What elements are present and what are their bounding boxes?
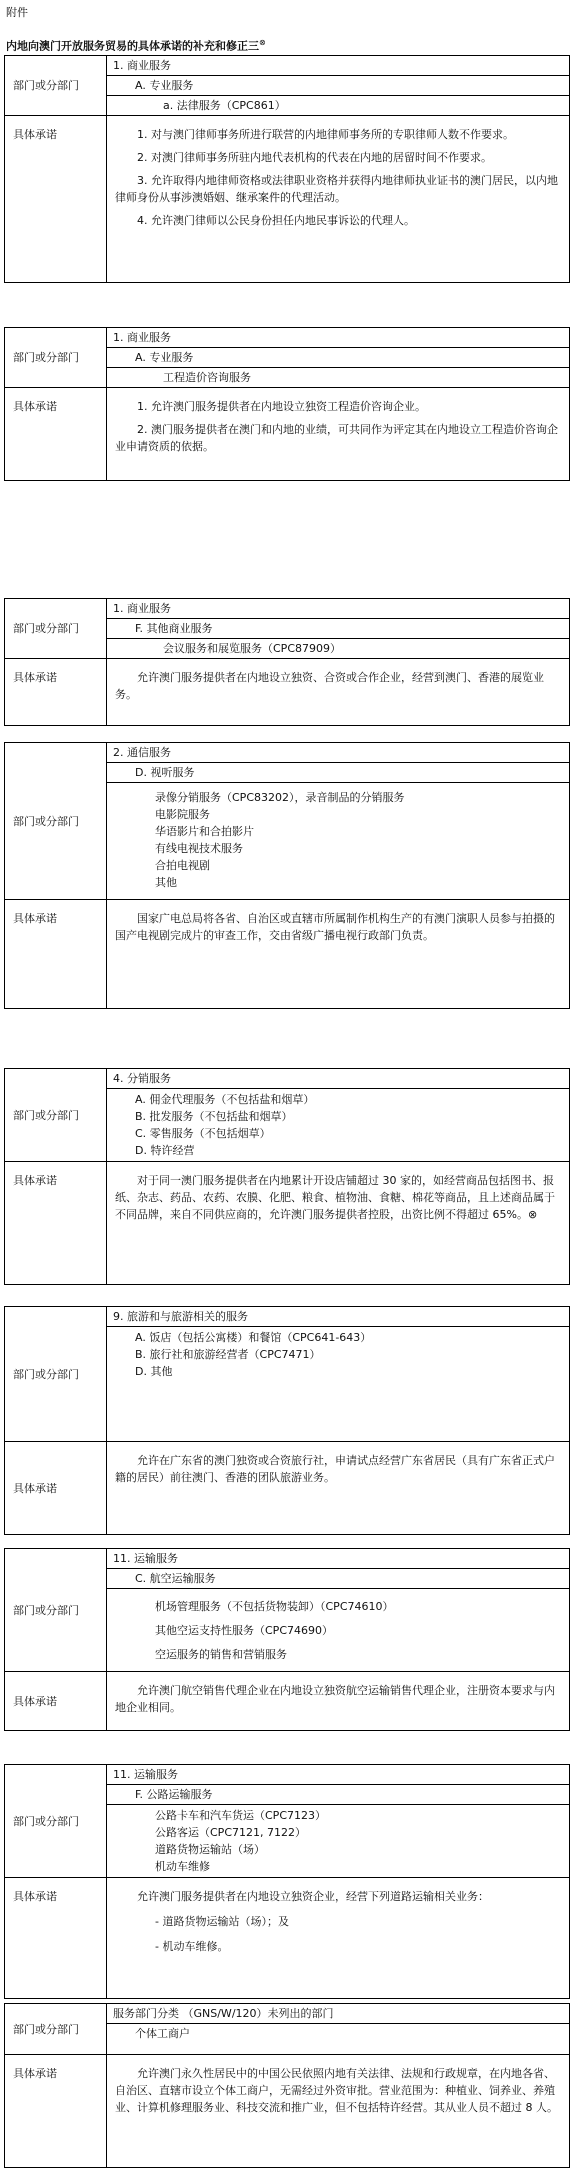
- sector-label: 部门或分部门: [5, 1307, 107, 1441]
- sector-content: [107, 1307, 569, 1441]
- commitment-paragraph: 允许澳门永久性居民中的中国公民依照内地有关法律、法规和行政规章，在内地各省、自治区、直辖市设立个体工商户，无需经过外资审批。营业范围为：种植业、饲养业、养殖业、计算机修理服务业、科技交流和推广业，但不包括特许经营。其从业人员不超过 8 人。: [115, 2067, 558, 2114]
- commitment-label: 具体承诺: [5, 1878, 107, 1998]
- sector-content: [107, 1549, 569, 1671]
- subsector-item: a. 法律服务（CPC861）: [163, 99, 286, 112]
- list-item: 其他: [155, 876, 177, 889]
- commitment-bullet: - 机动车维修。: [155, 1940, 229, 1953]
- commitment-text: [107, 659, 569, 725]
- commitment-paragraph: 1. 对与澳门律师事务所进行联营的内地律师事务所的专职律师人数不作要求。: [137, 128, 514, 141]
- subsector-header: A. 专业服务: [107, 76, 569, 96]
- list-item: 机动车维修: [155, 1860, 210, 1873]
- commitment-text: [107, 1672, 569, 1730]
- list-item: 录像分销服务（CPC83202），录音制品的分销服务: [155, 791, 405, 804]
- subsector-item: 工程造价咨询服务: [163, 371, 251, 384]
- sector-content: [107, 743, 569, 899]
- commitment-paragraph: 国家广电总局将各省、自治区或直辖市所属制作机构生产的有澳门演职人员参与拍摄的国产电视剧完成片的审查工作，交由省级广播电视行政部门负责。: [115, 912, 555, 942]
- commitment-paragraph: 2. 对澳门律师事务所驻内地代表机构的代表在内地的居留时间不作要求。: [137, 151, 492, 164]
- sector-label: 部门或分部门: [5, 2004, 107, 2054]
- sector-label: 部门或分部门: [5, 328, 107, 387]
- sector-content: [107, 2004, 569, 2054]
- commitment-text: [107, 116, 569, 282]
- list-item: 其他空运支持性服务（CPC74690）: [155, 1624, 333, 1637]
- commitment-bullet: - 道路货物运输站（场）；及: [155, 1915, 289, 1928]
- list-item: C. 零售服务（不包括烟草）: [135, 1127, 271, 1140]
- sector-label: 部门或分部门: [5, 743, 107, 899]
- commitment-label: 具体承诺: [5, 900, 107, 1008]
- subsector-header: D. 视听服务: [107, 763, 569, 783]
- commitment-text: [107, 1162, 569, 1284]
- subsector-list: [107, 1805, 569, 1877]
- commitment-paragraph: 对于同一澳门服务提供者在内地累计开设店铺超过 30 家的，如经营商品包括图书、报纸、杂志、药品、农药、农膜、化肥、粮食、植物油、食糖、棉花等商品，且上述商品属于不同品牌，来自不同供应商的，允许澳门服务提供者控股，出资比例不得超过 65%。⊗: [115, 1174, 555, 1221]
- commitment-table-distribution: [4, 1068, 570, 1285]
- sector-content: [107, 1765, 569, 1877]
- commitment-row: [5, 1672, 569, 1730]
- sector-header: 1. 商业服务: [107, 328, 569, 348]
- subsector-header: C. 航空运输服务: [107, 1569, 569, 1589]
- commitment-text: [107, 1442, 569, 1534]
- commitment-table-engineering: [4, 327, 570, 481]
- list-item: B. 批发服务（不包括盐和烟草）: [135, 1110, 293, 1123]
- sector-header: 服务部门分类 （GNS/W/120）未列出的部门: [107, 2004, 569, 2024]
- commitment-label: 具体承诺: [5, 1672, 107, 1730]
- commitment-label: 具体承诺: [5, 1162, 107, 1284]
- document-title: [6, 34, 266, 55]
- sector-header: 2. 通信服务: [107, 743, 569, 763]
- commitment-label: 具体承诺: [5, 2055, 107, 2167]
- sector-header: 4. 分销服务: [107, 1069, 569, 1089]
- sector-header: 11. 运输服务: [107, 1765, 569, 1785]
- list-item: D. 其他: [135, 1365, 173, 1378]
- commitment-text: [107, 900, 569, 1008]
- sector-label: 部门或分部门: [5, 1765, 107, 1877]
- sector-header: 9. 旅游和与旅游相关的服务: [107, 1307, 569, 1327]
- list-item: 公路客运（CPC7121, 7122）: [155, 1826, 306, 1839]
- commitment-table-road-transport: [4, 1764, 570, 1999]
- commitment-paragraph: 允许澳门航空销售代理企业在内地设立独资航空运输销售代理企业，注册资本要求与内地企业相同。: [115, 1684, 555, 1714]
- sector-row: [5, 2004, 569, 2055]
- commitment-table-individual-business: [4, 2003, 570, 2168]
- commitment-paragraph: 4. 允许澳门律师以公民身份担任内地民事诉讼的代理人。: [137, 214, 415, 227]
- commitment-row: [5, 2055, 569, 2167]
- commitment-row: [5, 1442, 569, 1534]
- commitment-paragraph: 允许在广东省的澳门独资或合资旅行社，申请试点经营广东省居民（具有广东省正式户籍的居民）前往澳门、香港的团队旅游业务。: [115, 1454, 555, 1484]
- commitment-paragraph: 2. 澳门服务提供者在澳门和内地的业绩，可共同作为评定其在内地设立工程造价咨询企业申请资质的依据。: [115, 423, 558, 453]
- list-item: D. 特许经营: [135, 1144, 195, 1157]
- commitment-row: [5, 1162, 569, 1284]
- sector-row: [5, 328, 569, 388]
- list-item: 有线电视技术服务: [155, 842, 243, 855]
- sector-content: [107, 1069, 569, 1161]
- sector-row: [5, 743, 569, 900]
- sector-row: [5, 1069, 569, 1162]
- commitment-table-legal: [4, 55, 570, 283]
- subsector-list: [107, 1327, 569, 1382]
- list-item: 华语影片和合拍影片: [155, 825, 254, 838]
- sector-label: 部门或分部门: [5, 56, 107, 115]
- commitment-table-air-transport: [4, 1548, 570, 1731]
- sector-header: 11. 运输服务: [107, 1549, 569, 1569]
- list-item: 公路卡车和汽车货运（CPC7123）: [155, 1809, 326, 1822]
- sector-row: [5, 1549, 569, 1672]
- commitment-paragraph: 允许澳门服务提供者在内地设立独资、合资或合作企业，经营到澳门、香港的展览业务。: [115, 671, 544, 701]
- subsector-header: F. 其他商业服务: [107, 619, 569, 639]
- commitment-label: 具体承诺: [5, 659, 107, 725]
- footnote-mark: ⊗: [259, 38, 266, 47]
- commitment-text: [107, 388, 569, 480]
- commitment-text: [107, 1878, 569, 1998]
- list-item: 空运服务的销售和营销服务: [155, 1648, 287, 1661]
- list-item: A. 佣金代理服务（不包括盐和烟草）: [135, 1093, 315, 1106]
- commitment-paragraph: 3. 允许取得内地律师资格或法律职业资格并获得内地律师执业证书的澳门居民，以内地律师身份从事涉澳婚姻、继承案件的代理活动。: [115, 174, 558, 204]
- sector-content: [107, 599, 569, 658]
- sector-label: 部门或分部门: [5, 599, 107, 658]
- sector-row: [5, 56, 569, 116]
- sector-label: 部门或分部门: [5, 1069, 107, 1161]
- list-item: B. 旅行社和旅游经营者（CPC7471）: [135, 1348, 321, 1361]
- subsector-header: A. 专业服务: [107, 348, 569, 368]
- document-title-text: 内地向澳门开放服务贸易的具体承诺的补充和修正三: [6, 39, 259, 53]
- commitment-text: [107, 2055, 569, 2167]
- commitment-table-audiovisual: [4, 742, 570, 1009]
- sector-content: [107, 56, 569, 115]
- commitment-row: [5, 659, 569, 725]
- subsector-item: 会议服务和展览服务（CPC87909）: [163, 642, 341, 655]
- sector-label: 部门或分部门: [5, 1549, 107, 1671]
- commitment-row: [5, 388, 569, 480]
- commitment-table-exhibition: [4, 598, 570, 726]
- list-item: 机场管理服务（不包括货物装卸）（CPC74610）: [155, 1600, 394, 1613]
- sector-header: 1. 商业服务: [107, 599, 569, 619]
- commitment-label: 具体承诺: [5, 1442, 107, 1534]
- sector-content: [107, 328, 569, 387]
- sector-header: 1. 商业服务: [107, 56, 569, 76]
- subsector-list: [107, 1589, 569, 1671]
- sector-row: [5, 599, 569, 659]
- commitment-label: 具体承诺: [5, 116, 107, 282]
- list-item: 道路货物运输站（场）: [155, 1843, 265, 1856]
- commitment-row: [5, 1878, 569, 1998]
- commitment-row: [5, 900, 569, 1008]
- list-item: A. 饭店（包括公寓楼）和餐馆（CPC641-643）: [135, 1331, 372, 1344]
- sector-row: [5, 1307, 569, 1442]
- sector-row: [5, 1765, 569, 1878]
- commitment-row: [5, 116, 569, 282]
- commitment-paragraph: 允许澳门服务提供者在内地设立独资企业，经营下列道路运输相关业务：: [137, 1890, 489, 1903]
- attachment-label: 附件: [6, 6, 28, 19]
- list-item: 电影院服务: [155, 808, 210, 821]
- list-item: 合拍电视剧: [155, 859, 210, 872]
- commitment-label: 具体承诺: [5, 388, 107, 480]
- subsector-list: [107, 783, 569, 899]
- subsector-item: 个体工商户: [135, 2027, 190, 2040]
- commitment-table-tourism: [4, 1306, 570, 1535]
- subsector-list: [107, 1089, 569, 1161]
- commitment-paragraph: 1. 允许澳门服务提供者在内地设立独资工程造价咨询企业。: [137, 400, 426, 413]
- subsector-header: F. 公路运输服务: [107, 1785, 569, 1805]
